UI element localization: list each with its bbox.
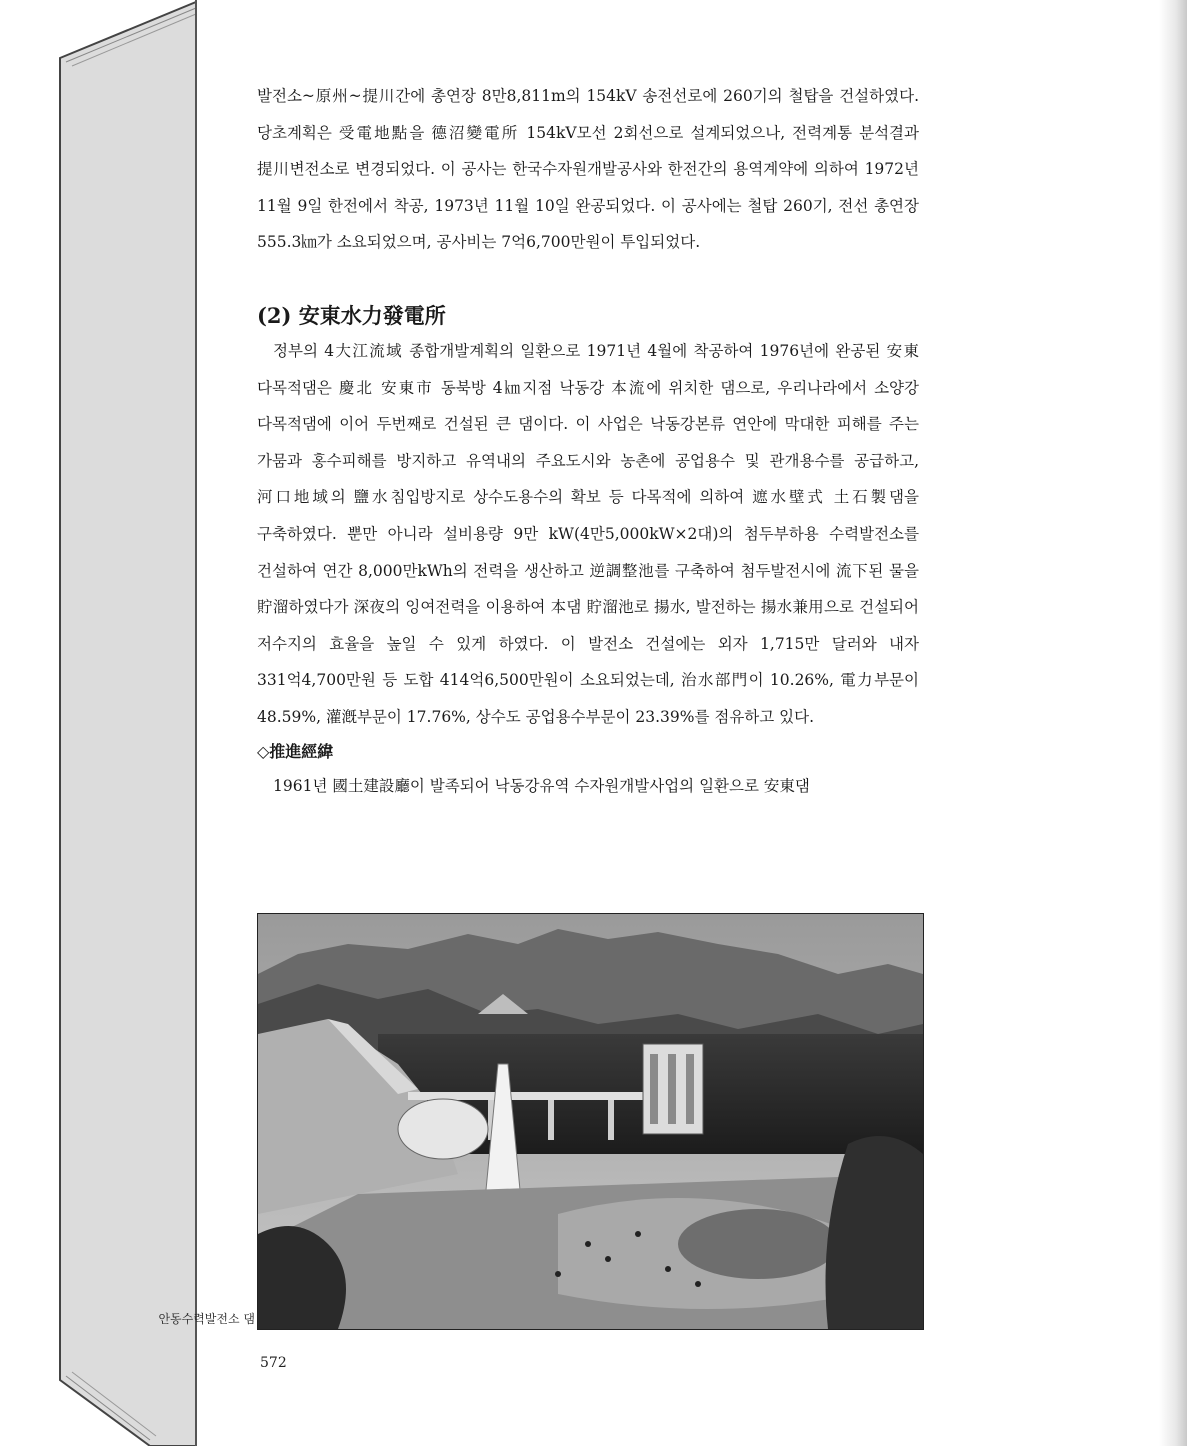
dam-photo	[257, 913, 924, 1330]
paragraph-transmission-line: 발전소~原州~提川간에 총연장 8만8,811m의 154kV 송전선로에 260기의 철탑을 건설하였다. 당초계획은 受電地點을 德沼變電所 154kV모선 2회선으로 설계되었으나, 전력계통 분석결과 提川변전소로 변경되었다. 이 공사는 한국수자원개발공사와 한전간의 용역계약에 의하여 1972년 11월 9일 한전에서 착공, 1973년 11월 10일 완공되었다. 이 공사에는 철탑 260기, 전선 총연장 555.3㎞가 소요되었으며, 공사비는 7억6,700만원이 투입되었다.	[257, 87, 919, 252]
page-number: 572	[260, 1355, 287, 1371]
paragraph-history: 1961년 國土建設廳이 발족되어 낙동강유역 수자원개발사업의 일환으로 安東댐	[273, 776, 810, 795]
page-body	[257, 78, 919, 804]
sub-heading-progress: ◇推進經緯	[257, 741, 334, 761]
paragraph-andong-dam: 정부의 4大江流域 종합개발계획의 일환으로 1971년 4월에 착공하여 1976년에 완공된 安東 다목적댐은 慶北 安東市 동북방 4㎞지점 낙동강 本流에 위치한 댐으로, 우리나라에서 소양강 다목적댐에 이어 두번째로 건설된 큰 댐이다. 이 사업은 낙동강본류 연안에 막대한 피해를 주는 가뭄과 홍수피해를 방지하고 유역내의 주요도시와 농촌에 공업용수 및 관개용수를 공급하고, 河口地域의 鹽水침입방지로 상수도용수의 확보 등 다목적에 의하여 遮水壁式 土石製댐을 구축하였다. 뿐만 아니라 설비용량 9만 kW(4만5,000kW×2대)의 첨두부하용 수력발전소를 건설하여 연간 8,000만kWh의 전력을 생산하고 逆調整池를 구축하여 첨두발전시에 流下된 물을 貯溜하였다가 深夜의 잉여전력을 이용하여 本댐 貯溜池로 揚水, 발전하는 揚水兼用으로 건설되어 저수지의 효율을 높일 수 있게 하였다. 이 발전소 건설에는 외자 1,715만 달러와 내자 331억4,700만원 등 도합 414억6,500만원이 소요되었는데, 治水部門이 10.26%, 電力부문이 48.59%, 灌漑부문이 17.76%, 상수도 공업용수부문이 23.39%를 점유하고 있다.	[257, 341, 919, 726]
section-title: (2) 安東水力發電所	[257, 302, 446, 328]
page-edge-shadow	[1159, 0, 1187, 1446]
book-page-stack	[0, 0, 200, 1446]
photo-caption: 안동수력발전소 댐	[158, 1312, 255, 1326]
